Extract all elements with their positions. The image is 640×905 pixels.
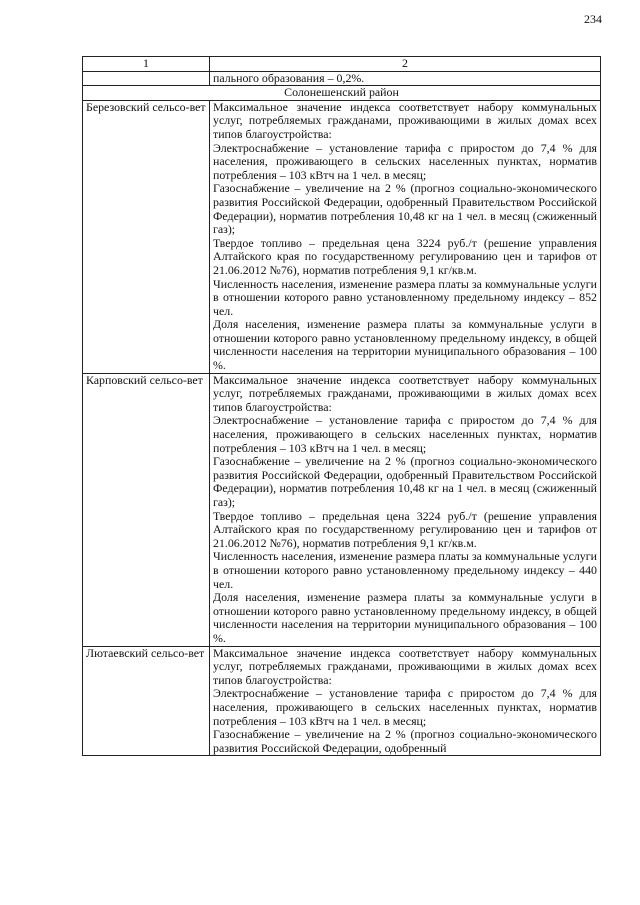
column-1-header: 1 [83,57,210,72]
description-paragraph: Твердое топливо – предельная цена 3224 руб./т (решение управления Алтайского края по государственному регулированию цен и тарифов от 21.06.2012 №76), норматив потребления 9,1 кг/кв.м. [213,508,597,550]
description-paragraph: Электроснабжение – установление тарифа с приростом до 7,4 % для населения, проживающего в сельских населенных пунктах, норматив потребления – 103 кВтч на 1 чел. в месяц; [213,413,597,455]
continuation-text: пального образования – 0,2%. [210,71,601,86]
district-heading: Солонешенский район [83,86,601,101]
description-paragraph: Электроснабжение – установление тарифа с приростом до 7,4 % для населения, проживающего в сельских населенных пунктах, норматив потребления – 103 кВтч на 1 чел. в месяц; [213,140,597,182]
description-paragraph: Газоснабжение – увеличение на 2 % (прогноз социально-экономического развития Российской Федерации, одобренный [213,727,597,755]
continuation-empty-cell [83,71,210,86]
table-row [83,646,601,756]
municipality-name: Березовский сельсо-вет [83,100,210,373]
description-paragraph: Газоснабжение – увеличение на 2 % (прогноз социально-экономического развития Российской Федерации, одобренный Правительством Российской Федерации), норматив потребления 10,48 кг на 1 чел. в месяц (сжиженный газ); [213,181,597,237]
description-paragraph: Доля населения, изменение размера платы за коммунальные услуги в отношении которого равно установленному предельному индексу, в общей численности населения на территории муниципального образования – 100 %. [213,317,597,373]
description-paragraph: Максимальное значение индекса соответствует набору коммунальных услуг, потребляемых гражданами, проживающими в жилых домах всех типов благоустройства: [213,372,597,414]
table-header-row [83,57,601,72]
municipality-description [210,100,601,373]
municipality-name: Лютаевский сельсо-вет [83,646,210,756]
description-paragraph: Численность населения, изменение размера платы за коммунальные услуги в отношении которого равно установленному предельному индексу – 852 чел. [213,276,597,318]
document-table [82,56,601,756]
description-paragraph: Твердое топливо – предельная цена 3224 руб./т (решение управления Алтайского края по государственному регулированию цен и тарифов от 21.06.2012 №76), норматив потребления 9,1 кг/кв.м. [213,235,597,277]
description-paragraph: Максимальное значение индекса соответствует набору коммунальных услуг, потребляемых гражданами, проживающими в жилых домах всех типов благоустройства: [213,99,597,141]
description-paragraph: Газоснабжение – увеличение на 2 % (прогноз социально-экономического развития Российской Федерации, одобренный Правительством Российской Федерации), норматив потребления 10,48 кг на 1 чел. в месяц (сжиженный газ); [213,454,597,509]
description-paragraph: Максимальное значение индекса соответствует набору коммунальных услуг, потребляемых гражданами, проживающими в жилых домах всех типов благоустройства: [213,645,597,687]
municipality-description [210,373,601,646]
municipality-name: Карповский сельсо-вет [83,373,210,646]
district-row [83,86,601,101]
table-row [83,100,601,373]
municipality-description [210,646,601,756]
table-row [83,373,601,646]
page-number: 234 [584,12,602,26]
description-paragraph: Электроснабжение – установление тарифа с приростом до 7,4 % для населения, проживающего в сельских населенных пунктах, норматив потребления – 103 кВтч на 1 чел. в месяц; [213,686,597,728]
description-paragraph: Доля населения, изменение размера платы за коммунальные услуги в отношении которого равно установленному предельному индексу, в общей численности населения на территории муниципального образования – 100 %. [213,590,597,645]
continuation-row [83,71,601,86]
description-paragraph: Численность населения, изменение размера платы за коммунальные услуги в отношении которого равно установленному предельному индексу – 440 чел. [213,549,597,591]
column-2-header: 2 [210,57,601,72]
